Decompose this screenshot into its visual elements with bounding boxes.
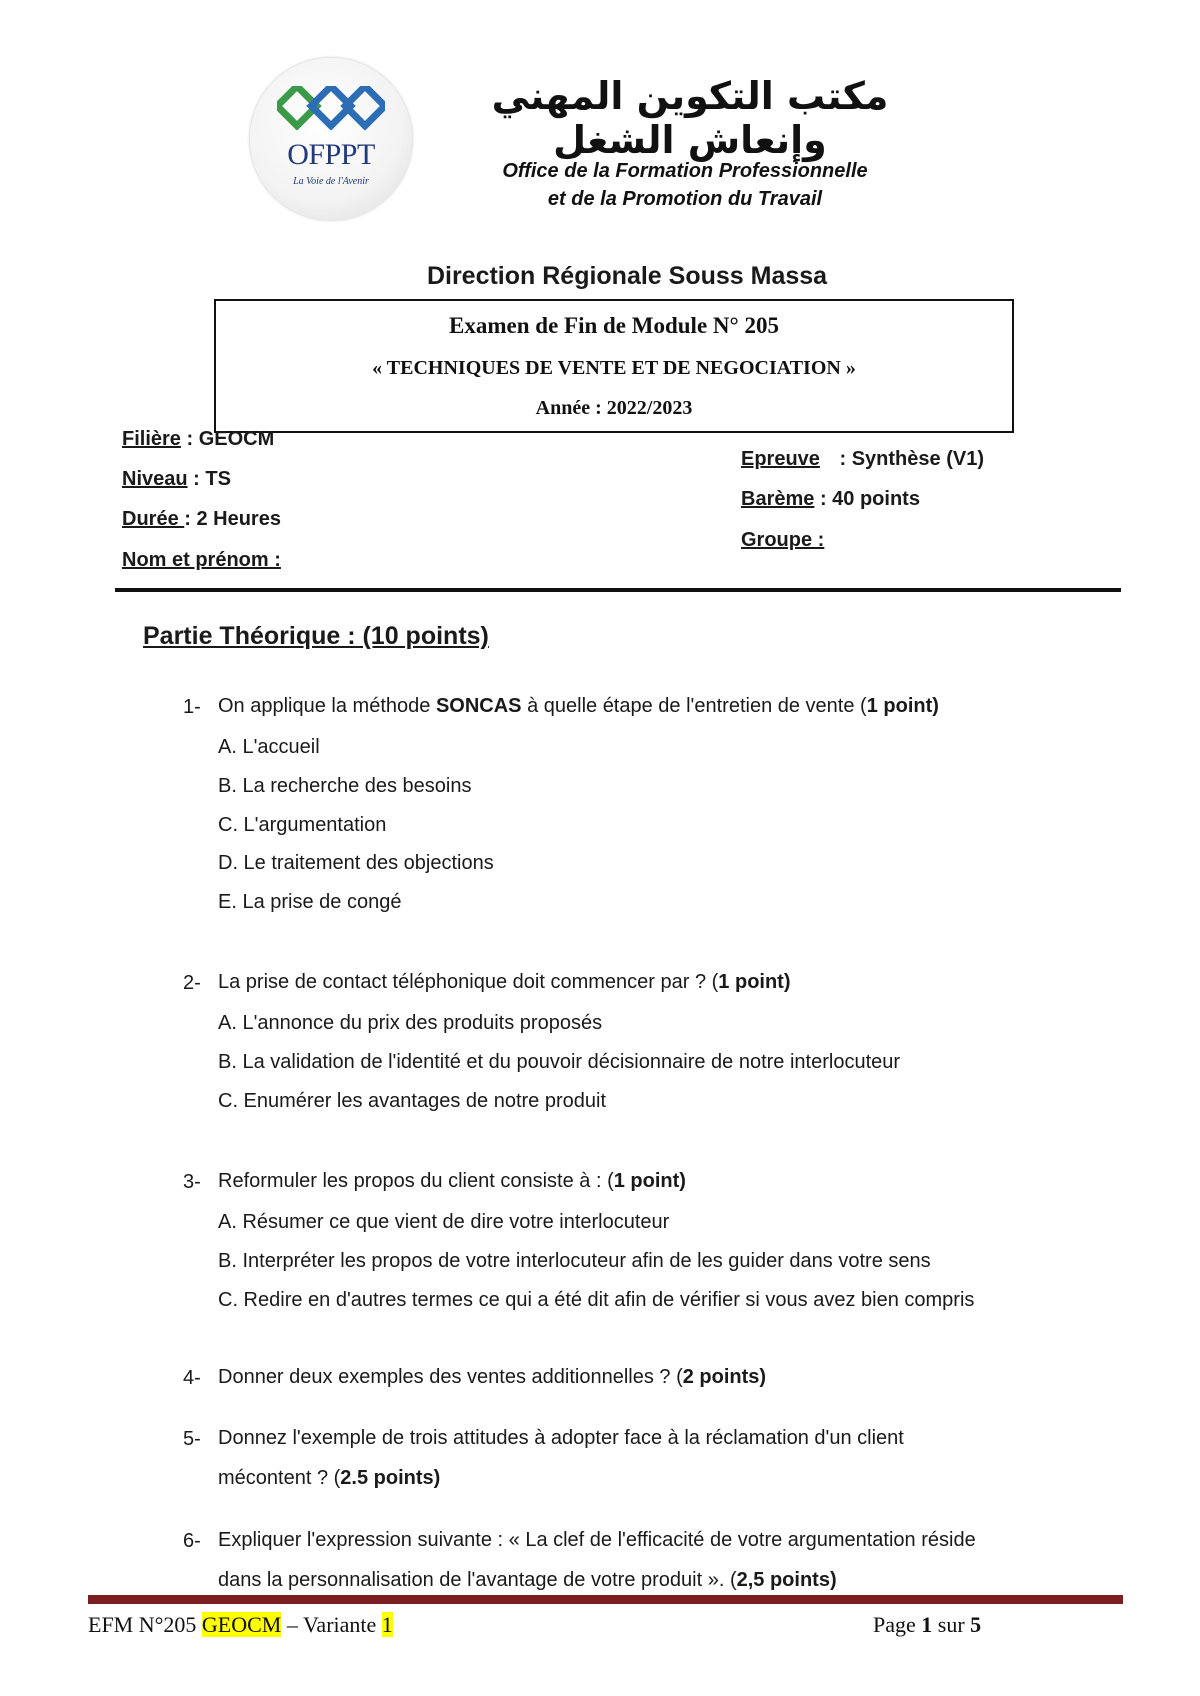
- exam-title-box: [214, 299, 1014, 433]
- niveau-field: [122, 468, 231, 491]
- question-1-option: D. Le traitement des objections: [218, 852, 494, 874]
- question-5-text-line-1: Donnez l'exemple de trois attitudes à adopter face à la réclamation d'un client: [218, 1427, 904, 1449]
- exam-year: Année : 2022/2023: [535, 397, 693, 419]
- question-4-number: 4-: [183, 1367, 201, 1389]
- logo-tagline: La Voie de l'Avenir: [293, 176, 369, 187]
- question-2-option: A. L'annonce du prix des produits proposés: [218, 1012, 603, 1034]
- duree-label: Durée: [122, 508, 185, 530]
- bareme-label: Barème: [741, 488, 815, 510]
- footer-divider: [88, 1595, 1123, 1604]
- question-6-text-line-2: dans la personnalisation de l'avantage de votre produit ». (2,5 points): [218, 1569, 837, 1591]
- footer-filiere: GEOCM: [201, 1612, 282, 1637]
- logo-text: OFPPT: [287, 138, 375, 171]
- section-title: Partie Théorique : (10 points): [143, 622, 489, 650]
- header-divider: [115, 588, 1121, 592]
- question-1-option: B. La recherche des besoins: [218, 775, 472, 797]
- question-6-number: 6-: [183, 1530, 201, 1552]
- question-6-text-line-1: Expliquer l'expression suivante : « La clef de l'efficacité de votre argumentation réside: [218, 1529, 976, 1551]
- question-4-text: Donner deux exemples des ventes additionnelles ? (2 points): [218, 1366, 767, 1388]
- ofppt-logo: [250, 58, 412, 220]
- nom-prenom-field: [122, 549, 281, 572]
- question-3-option: B. Interpréter les propos de votre interlocuteur afin de les guider dans votre sens: [218, 1250, 931, 1272]
- question-5-number: 5-: [183, 1428, 201, 1450]
- question-3-number: 3-: [183, 1171, 201, 1193]
- question-5-text-line-2: mécontent ? (2.5 points): [218, 1467, 441, 1489]
- nom-prenom-label: Nom et prénom :: [122, 549, 281, 571]
- office-line-1: Office de la Formation Professionnelle: [502, 160, 868, 182]
- question-3-text: Reformuler les propos du client consiste à : (1 point): [218, 1170, 686, 1192]
- footer-efm: EFM N°205: [88, 1612, 202, 1637]
- filiere-value: : GEOCM: [180, 428, 275, 450]
- question-3-option: A. Résumer ce que vient de dire votre interlocuteur: [218, 1211, 670, 1233]
- filiere-field: [122, 428, 274, 451]
- bareme-value: : 40 points: [814, 488, 920, 510]
- exam-module: « TECHNIQUES DE VENTE ET DE NEGOCIATION »: [372, 357, 856, 379]
- epreuve-value: : Synthèse (V1): [833, 448, 984, 470]
- footer-left: [88, 1612, 393, 1638]
- groupe-field: [741, 529, 824, 552]
- epreuve-label: Epreuve: [741, 448, 820, 470]
- epreuve-field: [741, 448, 984, 471]
- question-1-option: A. L'accueil: [218, 736, 320, 758]
- bareme-field: [741, 488, 920, 511]
- groupe-label: Groupe :: [741, 529, 825, 551]
- question-1-option: C. L'argumentation: [218, 814, 387, 836]
- question-2-number: 2-: [183, 972, 201, 994]
- niveau-label: Niveau: [122, 468, 188, 490]
- footer-page-number: Page 1 sur 5: [873, 1612, 982, 1637]
- footer-variante-text: – Variante: [281, 1612, 382, 1637]
- duree-value: : 2 Heures: [184, 508, 281, 530]
- question-2-option: B. La validation de l'identité et du pouvoir décisionnaire de notre interlocuteur: [218, 1051, 901, 1073]
- arabic-title: مكتب التكوين المهني وإنعاش الشغل: [491, 74, 889, 162]
- question-3-option: C. Redire en d'autres termes ce qui a été dit afin de vérifier si vous avez bien compris: [218, 1289, 975, 1311]
- logo-diamonds-icon: [277, 86, 385, 130]
- direction-title: Direction Régionale Souss Massa: [426, 262, 828, 290]
- duree-field: [122, 508, 281, 531]
- question-1-option: E. La prise de congé: [218, 891, 402, 913]
- niveau-value: : TS: [187, 468, 231, 490]
- office-line-2: et de la Promotion du Travail: [547, 188, 823, 210]
- question-2-option: C. Enumérer les avantages de notre produit: [218, 1090, 606, 1112]
- filiere-label: Filière: [122, 428, 181, 450]
- question-2-text: La prise de contact téléphonique doit commencer par ? (1 point): [218, 971, 791, 993]
- question-1-text: On applique la méthode SONCAS à quelle étape de l'entretien de vente (1 point): [218, 695, 939, 717]
- exam-title: Examen de Fin de Module N° 205: [449, 313, 779, 338]
- question-1-number: 1-: [183, 696, 201, 718]
- footer-variante-number: 1: [381, 1612, 393, 1637]
